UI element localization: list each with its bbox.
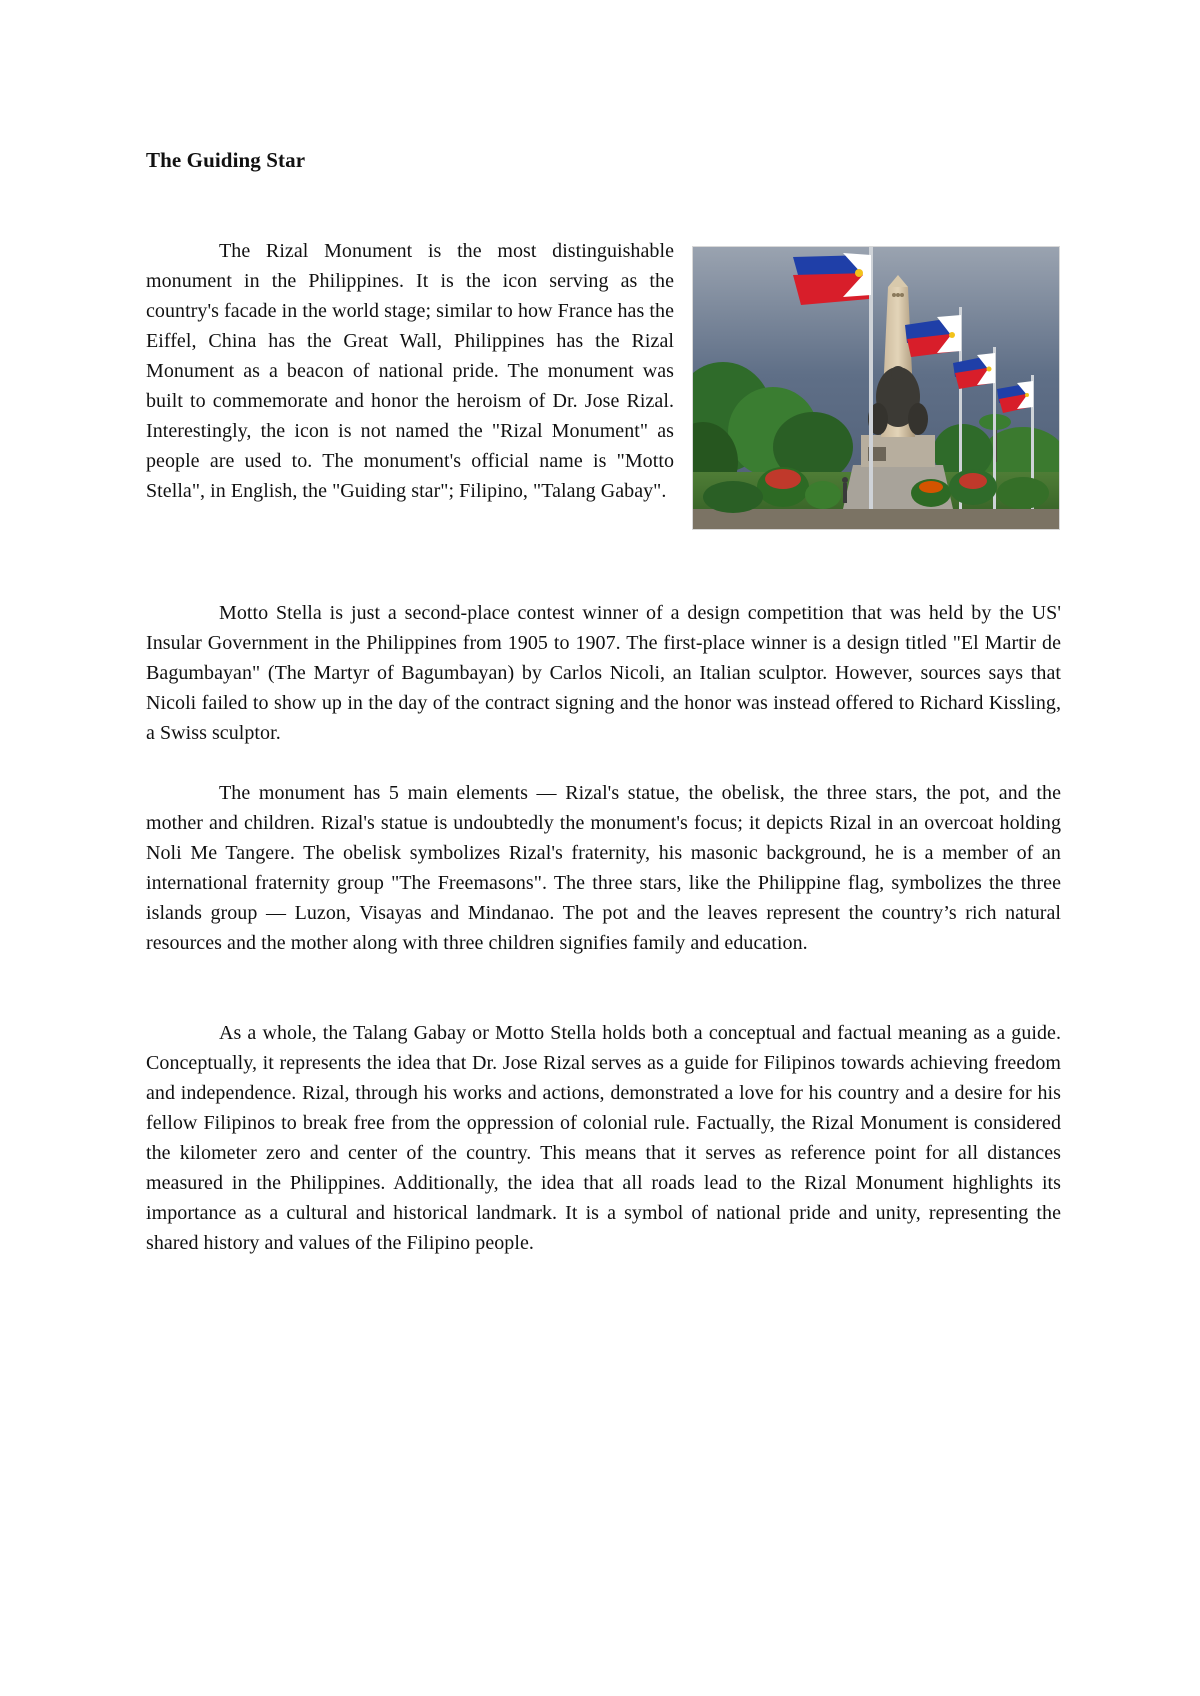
page-title: The Guiding Star xyxy=(146,148,306,172)
paragraph-elements: The monument has 5 main elements — Rizal's statue, the obelisk, the three stars, the pot, and the mother and children. Rizal's statue is undoubtedly the monument's focus; it depicts Rizal in an overcoat holding Noli Me Tangere. The obelisk symbolizes Rizal's fraternity, his masonic background, he is a member of an international fraternity group "The Freemasons". The three stars, like the Philippine flag, symbolizes the three islands group — Luzon, Visayas and Mindanao. The pot and the leaves represent the country’s rich natural resources and the mother along with three children signifies family and education. xyxy=(146,782,1061,954)
rizal-monument-photo xyxy=(692,246,1060,530)
paragraph-introduction: The Rizal Monument is the most distinguishable monument in the Philippines. It is the icon serving as the country's facade in the world stage; similar to how France has the Eiffel, China has the Great Wall, Philippines has the Rizal Monument as a beacon of national pride. The monument was built to commemorate and honor the heroism of Dr. Jose Rizal. Interestingly, the icon is not named the "Rizal Monument" as people are used to. The monument's official name is "Motto Stella", in English, the "Guiding star"; Filipino, "Talang Gabay". xyxy=(146,240,674,502)
paragraph-meaning: As a whole, the Talang Gabay or Motto Stella holds both a conceptual and factual meaning as a guide. Conceptually, it represents the idea that Dr. Jose Rizal serves as a guide for Filipinos towards achieving freedom and independence. Rizal, through his works and actions, demonstrated a love for his country and a desire for his fellow Filipinos to break free from the oppression of colonial rule. Factually, the Rizal Monument is considered the kilometer zero and center of the country. This means that it serves as reference point for all distances measured in the Philippines. Additionally, the idea that all roads lead to the Rizal Monument highlights its importance as a cultural and historical landmark. It is a symbol of national pride and unity, representing the shared history and values of the Filipino people. xyxy=(146,1022,1061,1254)
paragraph-competition: Motto Stella is just a second-place contest winner of a design competition that was held by the US' Insular Government in the Philippines from 1905 to 1907. The first-place winner is a design titled "El Martir de Bagumbayan" (The Martyr of Bagumbayan) by Carlos Nicoli, an Italian sculptor. However, sources says that Nicoli failed to show up in the day of the contract signing and the honor was instead offered to Richard Kissling, a Swiss sculptor. xyxy=(146,602,1061,744)
